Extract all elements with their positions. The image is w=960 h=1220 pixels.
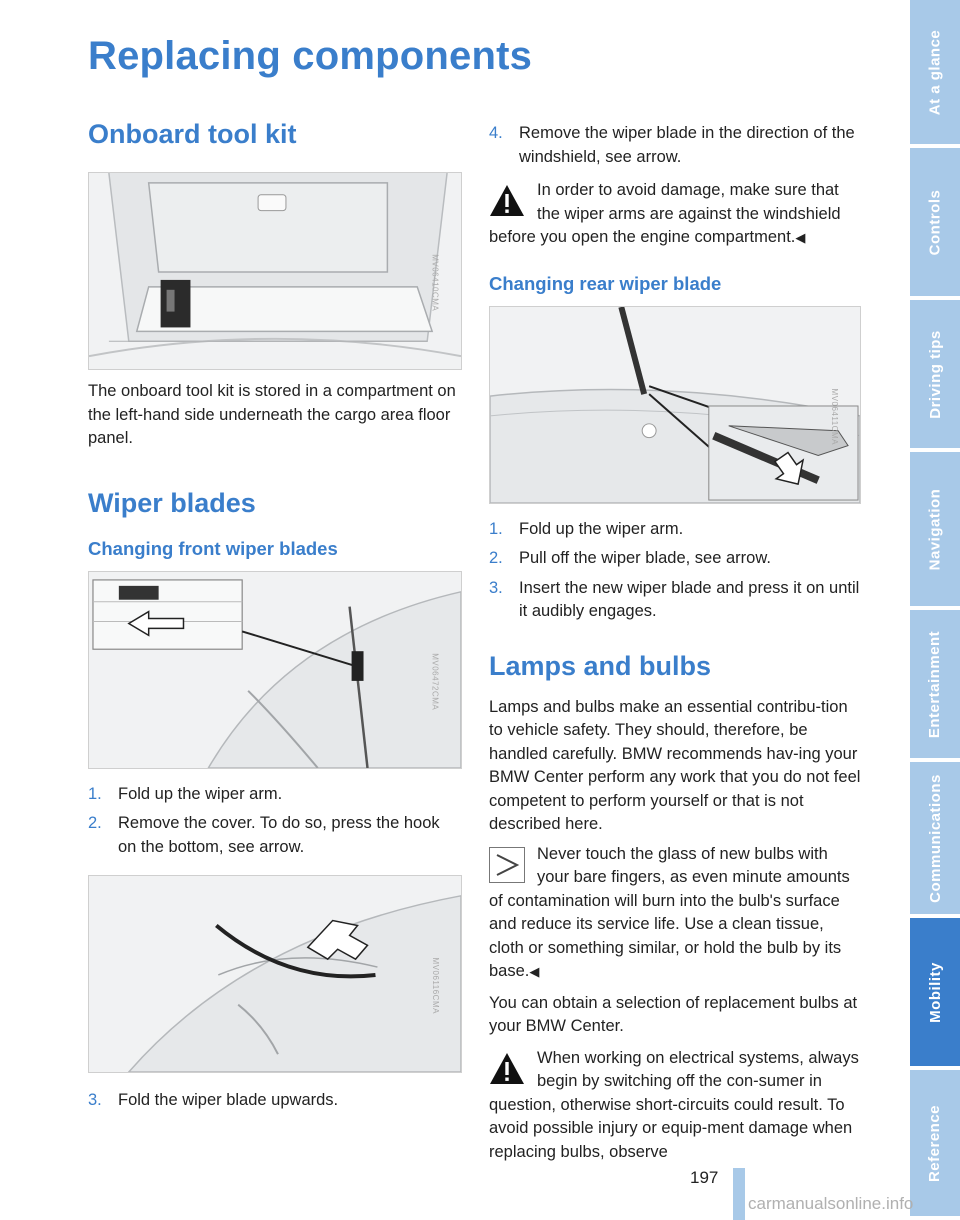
front-step-1 <box>88 783 462 807</box>
rear-step-3 <box>489 577 861 624</box>
tab-label: At a glance <box>926 29 944 115</box>
tab-mobility[interactable] <box>910 918 960 1070</box>
lamps-note <box>489 843 861 984</box>
end-marker: ◀ <box>795 230 806 245</box>
tab-label: Entertainment <box>926 630 944 738</box>
lamps-heading: Lamps and bulbs <box>489 650 712 681</box>
tab-at-a-glance[interactable] <box>910 0 960 148</box>
front-wiper-figure-1 <box>88 571 462 769</box>
figure-code: MV06410CMA <box>430 254 440 312</box>
wiper-warning <box>489 179 861 250</box>
figure-code: MV06116CMA <box>430 957 440 1014</box>
page-number: 197 <box>690 1168 719 1187</box>
note-arrow-icon <box>489 847 525 883</box>
note-text: Never touch the glass of new bulbs with your bare fingers, as even minute amounts of contamination will burn into the bulb's surface and reduce its service life. Use a clean tissue, cloth or something similar, or hold the bulb by its base. <box>489 844 850 980</box>
tab-label: Driving tips <box>926 329 944 419</box>
tab-label: Reference <box>926 1104 944 1182</box>
right-column <box>489 122 861 1164</box>
step-number: 3. <box>88 1091 102 1109</box>
front-wiper-heading: Changing front wiper blades <box>88 537 338 559</box>
step-text: Remove the cover. To do so, press the hook on the bottom, see arrow. <box>118 814 440 856</box>
step-text: Fold up the wiper arm. <box>519 519 684 538</box>
front-step-2 <box>88 812 462 859</box>
rear-step-1 <box>489 518 861 542</box>
tab-label: Communications <box>926 773 944 903</box>
step-number: 3. <box>489 578 503 597</box>
step-number: 4. <box>489 124 503 142</box>
page-number-bar <box>733 1168 745 1220</box>
step-text: Fold up the wiper arm. <box>118 784 283 803</box>
tab-label: Mobility <box>926 961 944 1023</box>
step-text: Fold the wiper blade upwards. <box>118 1091 339 1109</box>
tab-label: Controls <box>926 189 944 255</box>
step-number: 2. <box>489 549 503 567</box>
step-number: 1. <box>489 519 503 538</box>
rear-wiper-heading: Changing rear wiper blade <box>489 272 722 294</box>
watermark: carmanualsonline.info <box>748 1194 914 1213</box>
front-steps-list-3 <box>489 122 861 169</box>
end-marker: ◀ <box>529 964 540 979</box>
warning-triangle-icon <box>489 183 525 219</box>
front-wiper-figure-2 <box>88 875 462 1073</box>
front-step-4 <box>489 122 861 169</box>
tab-communications[interactable] <box>910 762 960 918</box>
warning-triangle-icon <box>489 1051 525 1087</box>
tool-kit-figure <box>88 172 462 370</box>
tool-kit-text: The onboard tool kit is stored in a compartment on the left-hand side underneath the cargo area floor panel. <box>88 382 456 447</box>
chapter-tabs <box>910 0 960 1220</box>
warning-text: When working on electrical systems, always begin by switching off the con-sumer in question, otherwise short-circuits could result. To avoid possible injury or equip-ment damage when replacing bulbs, observe <box>489 1048 859 1161</box>
rear-step-2 <box>489 547 861 571</box>
step-text: Remove the wiper blade in the direction of the windshield, see arrow. <box>519 124 855 166</box>
lamps-obtain: You can obtain a selection of replacement bulbs at your BMW Center. <box>489 993 858 1035</box>
tool-kit-heading: Onboard tool kit <box>88 119 297 149</box>
wiper-heading: Wiper blades <box>88 487 256 518</box>
step-number: 1. <box>88 784 102 803</box>
tab-driving-tips[interactable] <box>910 300 960 452</box>
tab-navigation[interactable] <box>910 452 960 610</box>
lamps-warning <box>489 1047 861 1165</box>
front-steps-list <box>88 783 462 860</box>
step-text: Pull off the wiper blade, see arrow. <box>519 549 771 567</box>
tab-controls[interactable] <box>910 148 960 300</box>
page-title: Replacing components <box>88 34 533 78</box>
warning-text: In order to avoid damage, make sure that the wiper arms are against the windshield before you open the engine compartment. <box>489 181 841 246</box>
figure-code: MV06411CMA <box>829 388 839 445</box>
figure-code: MV06472CMA <box>430 652 440 710</box>
front-step-3 <box>88 1089 462 1113</box>
left-column <box>88 118 462 1119</box>
tab-reference[interactable] <box>910 1070 960 1220</box>
tab-label: Navigation <box>926 488 944 570</box>
front-steps-list-2 <box>88 1089 462 1113</box>
step-number: 2. <box>88 814 102 832</box>
step-text: Insert the new wiper blade and press it on until it audibly engages. <box>519 578 860 620</box>
lamps-intro: Lamps and bulbs make an essential contribu-tion to vehicle safety. They should, therefore, be handled carefully. BMW recommends hav-ing your BMW Center perform any work that you do not feel competent to perform yourself or that is not described here. <box>489 697 861 833</box>
rear-steps-list <box>489 518 861 624</box>
rear-wiper-figure <box>489 306 861 504</box>
tab-entertainment[interactable] <box>910 610 960 762</box>
